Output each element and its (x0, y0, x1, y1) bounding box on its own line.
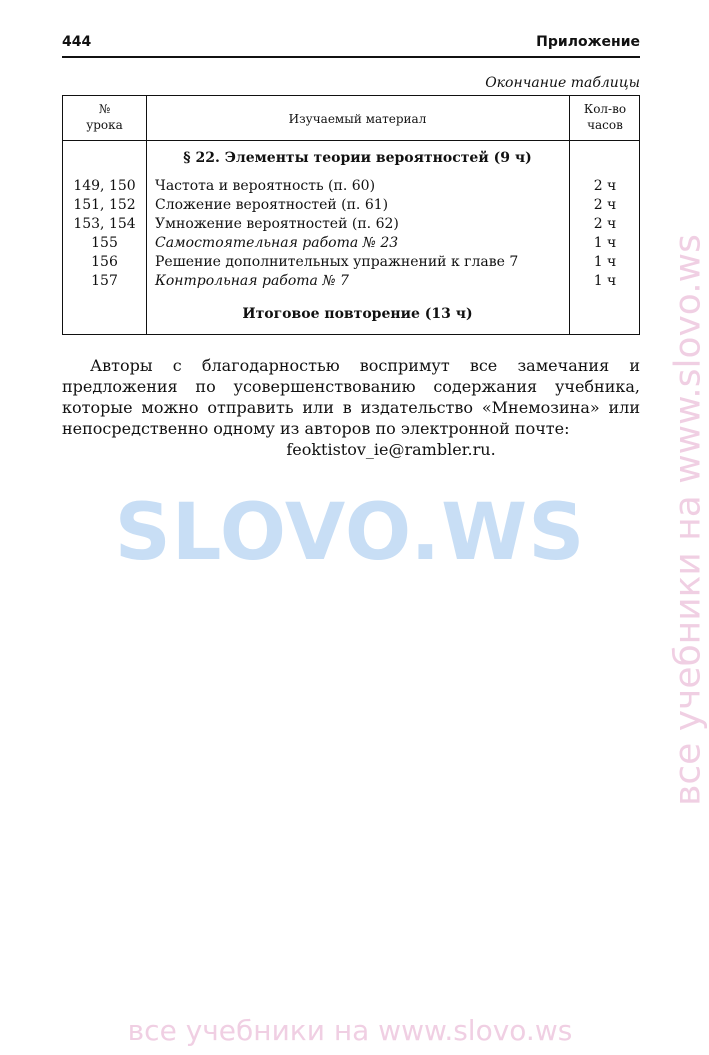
column-header-hours-line: часов (587, 118, 623, 132)
table-row-topic: Умножение вероятностей (п. 62) (155, 216, 399, 232)
header-divider (63, 140, 639, 141)
column-header-number-line: № (98, 102, 111, 116)
table-row-topic: Сложение вероятностей (п. 61) (155, 197, 389, 213)
final-title: Итоговое повторение (13 ч) (242, 306, 473, 322)
watermark-bottom: все учебники на www.slovo.ws (127, 1014, 573, 1047)
column-header-material: Изучаемый материал (288, 112, 427, 126)
watermark-center: SLOVO.WS (114, 488, 586, 578)
running-head: Приложение (536, 34, 640, 50)
column-header-hours-line: Кол-во (583, 102, 627, 116)
table-row-number: 153, 154 (73, 216, 136, 232)
column-header-number-line: урока (86, 118, 123, 132)
table-row-hours: 2 ч (593, 178, 617, 194)
section-title: § 22. Элементы теории вероятностей (9 ч) (183, 150, 532, 166)
table-row-hours: 1 ч (593, 273, 617, 289)
table-row-topic: Самостоятельная работа № 23 (155, 235, 399, 251)
table-row-number: 149, 150 (73, 178, 136, 194)
page-number: 444 (62, 34, 92, 50)
authors-note-text: Авторы с благодарностью воспримут все замечания и предложения по усовершенствованию содержания учебника, которые можно отправить или в издательство «Мнемозина» или непосредственно одному из авторов по электронной почте: (62, 356, 640, 438)
header-rule (62, 56, 640, 58)
column-header-hours (569, 101, 641, 133)
contact-email (62, 440, 640, 459)
table-row-hours: 1 ч (593, 235, 617, 251)
authors-note (62, 355, 640, 439)
table-row-number: 156 (91, 254, 118, 270)
table-row-topic: Частота и вероятность (п. 60) (155, 178, 376, 194)
column-divider (146, 96, 147, 334)
table-row-topic: Контрольная работа № 7 (155, 273, 349, 289)
table-row-hours: 2 ч (593, 197, 617, 213)
table-caption: Окончание таблицы (485, 75, 640, 91)
watermark-vertical: все учебники на www.slovo.ws (667, 234, 709, 806)
table-row-number: 155 (91, 235, 118, 251)
table-row-hours: 1 ч (593, 254, 617, 270)
lesson-table (62, 95, 640, 335)
contact-email-text: feoktistov_ie@rambler.ru. (286, 440, 496, 459)
table-row-hours: 2 ч (593, 216, 617, 232)
table-row-number: 151, 152 (73, 197, 136, 213)
table-row-topic: Решение дополнительных упражнений к главе 7 (155, 254, 519, 270)
table-row-number: 157 (91, 273, 118, 289)
column-header-number (63, 101, 146, 133)
